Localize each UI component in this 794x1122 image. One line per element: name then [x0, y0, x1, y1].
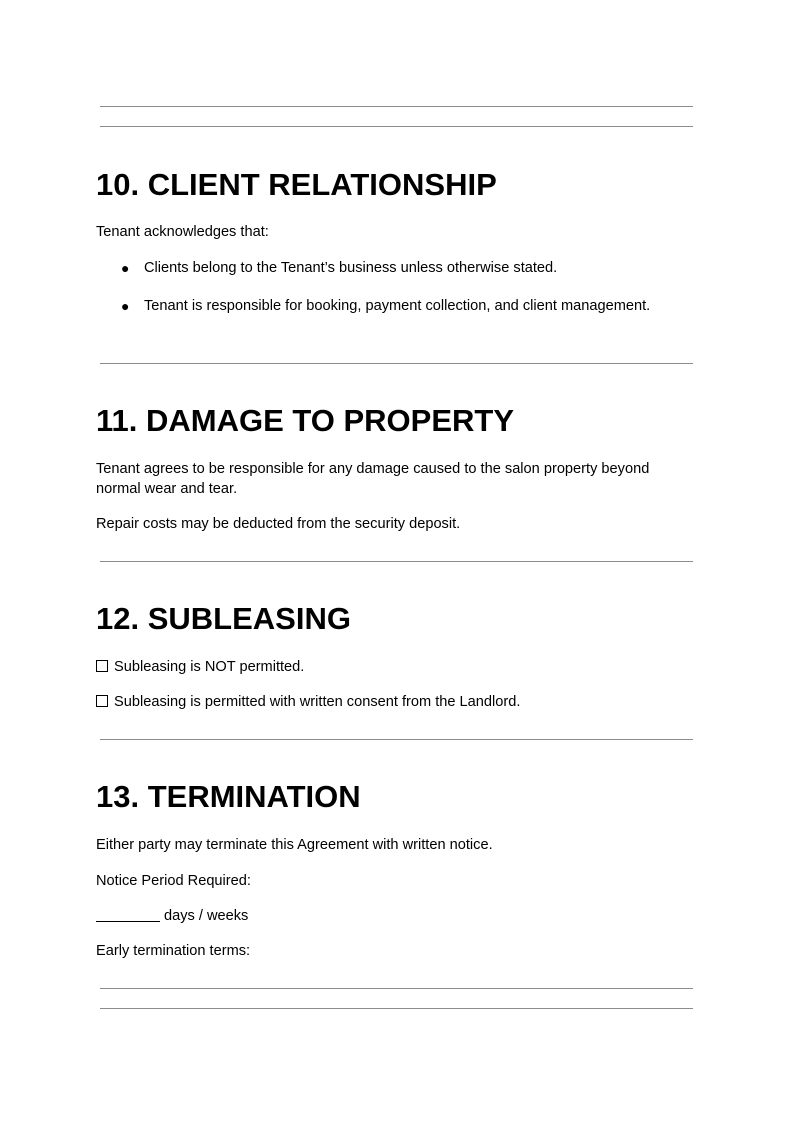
early-termination-label: Early termination terms:	[96, 943, 251, 959]
section-heading-damage-to-property: 11. DAMAGE TO PROPERTY	[96, 403, 515, 438]
subleasing-option-permitted-with-consent[interactable]	[96, 692, 520, 712]
fill-in-line[interactable]	[100, 1008, 693, 1009]
fill-in-line[interactable]	[100, 988, 693, 989]
section-heading-termination: 13. TERMINATION	[96, 779, 361, 814]
notice-period-field	[96, 906, 676, 926]
section-divider	[100, 363, 693, 364]
section-divider	[100, 739, 693, 740]
list-item: Clients belong to the Tenant’s business unless otherwise stated.	[144, 260, 558, 276]
paragraph: Either party may terminate this Agreement with written notice.	[96, 837, 493, 853]
section-heading-client-relationship: 10. CLIENT RELATIONSHIP	[96, 167, 497, 202]
subleasing-option-not-permitted[interactable]	[96, 657, 304, 677]
section-divider	[100, 561, 693, 562]
fill-in-line[interactable]	[100, 106, 693, 107]
paragraph: Repair costs may be deducted from the security deposit.	[96, 516, 461, 532]
bullet-icon: ●	[121, 260, 130, 276]
notice-unit-label: days / weeks	[164, 908, 249, 924]
checkbox-label: Subleasing is permitted with written consent from the Landlord.	[114, 694, 521, 710]
list-item: Tenant is responsible for booking, payment collection, and client management.	[144, 298, 651, 314]
section-intro: Tenant acknowledges that:	[96, 224, 269, 240]
paragraph: Tenant agrees to be responsible for any damage caused to the salon property beyond normal wear and tear.	[96, 461, 650, 497]
fill-in-line[interactable]	[100, 126, 693, 127]
checkbox-label: Subleasing is NOT permitted.	[114, 659, 305, 675]
checkbox[interactable]	[96, 660, 108, 672]
checkbox[interactable]	[96, 695, 108, 707]
bullet-icon: ●	[121, 298, 130, 314]
notice-period-label: Notice Period Required:	[96, 873, 251, 889]
section-heading-subleasing: 12. SUBLEASING	[96, 601, 351, 636]
notice-period-blank[interactable]	[96, 907, 160, 922]
